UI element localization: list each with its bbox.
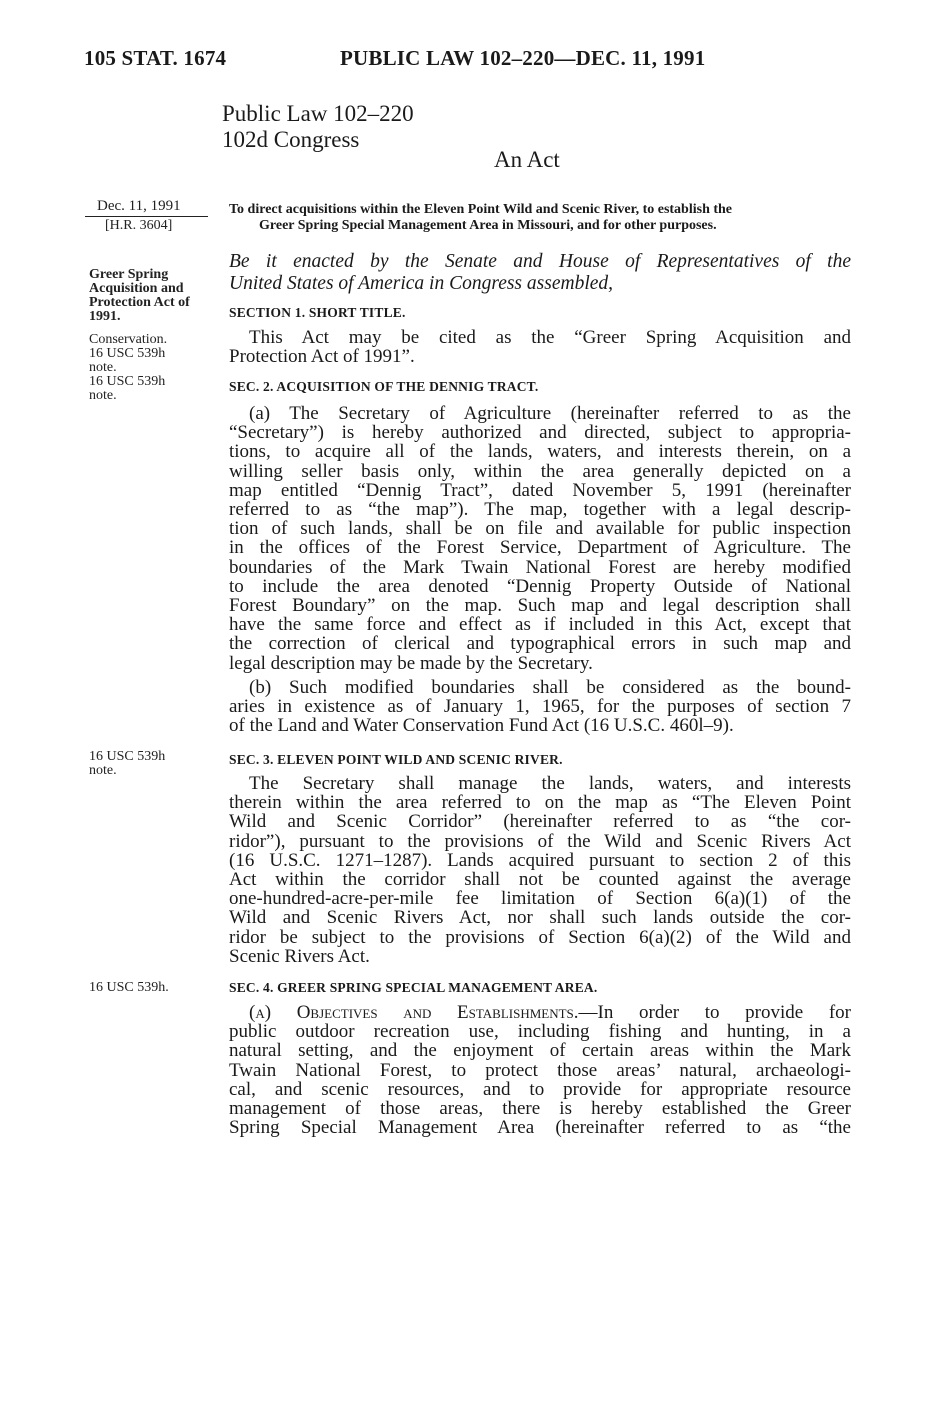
text-line: boundaries of the Mark Twain National Forest are hereby modified	[229, 556, 851, 578]
subsection-lead-rest: —In order to provide for	[578, 1002, 851, 1023]
sidenote-line: note.	[89, 360, 117, 375]
text-line: (a) The Secretary of Agriculture (hereinafter referred to as the	[249, 403, 851, 424]
sidenote-line: note.	[89, 763, 117, 778]
law-number: Public Law 102–220	[222, 101, 414, 126]
section-2a-text	[229, 404, 851, 673]
text-line: willing seller basis only, within the area generally depicted on a	[229, 460, 851, 482]
sidenote-date: Dec. 11, 1991	[97, 198, 181, 214]
sidenote-sec3	[89, 750, 219, 778]
section-2-heading: SEC. 2. ACQUISITION OF THE DENNIG TRACT.	[229, 379, 539, 394]
text-line: Act within the corridor shall not be counted against the average	[229, 869, 851, 891]
sidenote-line: note.	[89, 388, 117, 403]
text-line: tions, to acquire all of the lands, waters, and interests therein, on a	[229, 441, 851, 463]
section-1-heading: SECTION 1. SHORT TITLE.	[229, 305, 406, 320]
page-header-law: PUBLIC LAW 102–220—DEC. 11, 1991	[340, 46, 706, 70]
text-line: legal description may be made by the Secretary.	[229, 652, 593, 674]
sidenote-line: Protection Act of	[89, 295, 190, 310]
text-line: management of those areas, there is hereby established the Greer	[229, 1098, 851, 1120]
text-line: cal, and scenic resources, and to provide for appropriate resource	[229, 1078, 851, 1100]
text-line: natural setting, and the enjoyment of certain areas within the Mark	[229, 1040, 851, 1062]
text-line: public outdoor recreation use, including fishing and hunting, in a	[229, 1021, 851, 1043]
act-purpose	[229, 202, 851, 234]
text-line: Twain National Forest, to protect those areas’ natural, archaeologi-	[229, 1059, 851, 1081]
text-line: in the offices of the Forest Service, Department of Agriculture. The	[229, 537, 851, 559]
sidenote-line: 16 USC 539h	[89, 374, 166, 389]
enacting-clause	[229, 251, 851, 295]
sidenote-sec4	[89, 981, 219, 995]
sidenote-divider	[85, 216, 208, 217]
text-line: one-hundred-acre-per-mile fee limitation of Section 6(a)(1) of the	[229, 888, 851, 910]
text-line: Scenic Rivers Act.	[229, 945, 370, 967]
text-line: referred to as “the map”). The map, together with a legal descrip-	[229, 499, 851, 521]
text-line: Protection Act of 1991”.	[229, 346, 415, 368]
text-line: tion of such lands, shall be on file and available for public inspection	[229, 518, 851, 540]
law-title-block	[222, 101, 414, 153]
section-2b-text	[229, 678, 851, 736]
sidenote-line: 16 USC 539h	[89, 749, 166, 764]
text-line: have the same force and effect as if included in this Act, except that	[229, 614, 851, 636]
section-3-heading: SEC. 3. ELEVEN POINT WILD AND SCENIC RIVER.	[229, 752, 563, 767]
sidenote-line: Greer Spring	[89, 267, 169, 282]
purpose-line: Greer Spring Special Management Area in Missouri, and for other purposes.	[259, 218, 717, 233]
text-line: ridor”), pursuant to the provisions of the Wild and Scenic Rivers Act	[229, 830, 851, 852]
sidenote-bill: [H.R. 3604]	[105, 218, 173, 233]
subsection-lead: (a) Objectives and Establishments.	[249, 1002, 579, 1023]
text-line: Wild and Scenic Rivers Act, nor shall such lands outside the cor-	[229, 907, 851, 929]
text-line	[229, 1003, 851, 1022]
sidenote-conservation	[89, 333, 219, 403]
text-line: aries in existence as of January 1, 1965, for the purposes of section 7	[229, 696, 851, 718]
text-line: The Secretary shall manage the lands, waters, and interests	[249, 773, 851, 794]
text-line: (b) Such modified boundaries shall be considered as the bound-	[249, 677, 851, 698]
sidenote-line: Conservation.	[89, 332, 168, 347]
page-header-stat: 105 STAT. 1674	[84, 46, 227, 70]
text-line: Spring Special Management Area (hereinafter referred to as “the	[229, 1117, 851, 1139]
text-line: to include the area denoted “Dennig Property Outside of National	[229, 575, 851, 597]
text-line: “Secretary”) is hereby authorized and directed, subject to appropria-	[229, 422, 851, 444]
sidenote-short-title	[89, 268, 219, 324]
section-3-text	[229, 774, 851, 966]
text-line: Forest Boundary” on the map. Such map and legal description shall	[229, 595, 851, 617]
enacting-line: Be it enacted by the Senate and House of Representatives of the	[229, 251, 851, 272]
sidenote-line: Acquisition and	[89, 281, 184, 296]
enacting-line: United States of America in Congress assembled,	[229, 273, 614, 294]
section-1-text	[229, 328, 851, 366]
congress-number: 102d Congress	[222, 127, 360, 152]
text-line: Wild and Scenic Corridor” (hereinafter referred to as “the cor-	[229, 811, 851, 833]
section-4-text	[229, 1003, 851, 1137]
section-4-heading: SEC. 4. GREER SPRING SPECIAL MANAGEMENT AREA.	[229, 980, 598, 995]
sidenote-line: 16 USC 539h.	[89, 980, 169, 995]
sidenote-line: 1991.	[89, 309, 121, 324]
text-line: therein within the area referred to on the map as “The Eleven Point	[229, 792, 851, 814]
text-line: This Act may be cited as the “Greer Spring Acquisition and	[249, 327, 851, 348]
act-heading: An Act	[494, 147, 560, 172]
purpose-line: To direct acquisitions within the Eleven Point Wild and Scenic River, to establish the	[229, 202, 733, 217]
text-line: (16 U.S.C. 1271–1287). Lands acquired pursuant to section 2 of this	[229, 849, 851, 871]
text-line: of the Land and Water Conservation Fund Act (16 U.S.C. 460l–9).	[229, 715, 734, 737]
text-line: the correction of clerical and typographical errors in such map and	[229, 633, 851, 655]
sidenote-line: 16 USC 539h	[89, 346, 166, 361]
text-line: map entitled “Dennig Tract”, dated November 5, 1991 (hereinafter	[229, 479, 851, 501]
text-line: ridor be subject to the provisions of Section 6(a)(2) of the Wild and	[229, 926, 851, 948]
